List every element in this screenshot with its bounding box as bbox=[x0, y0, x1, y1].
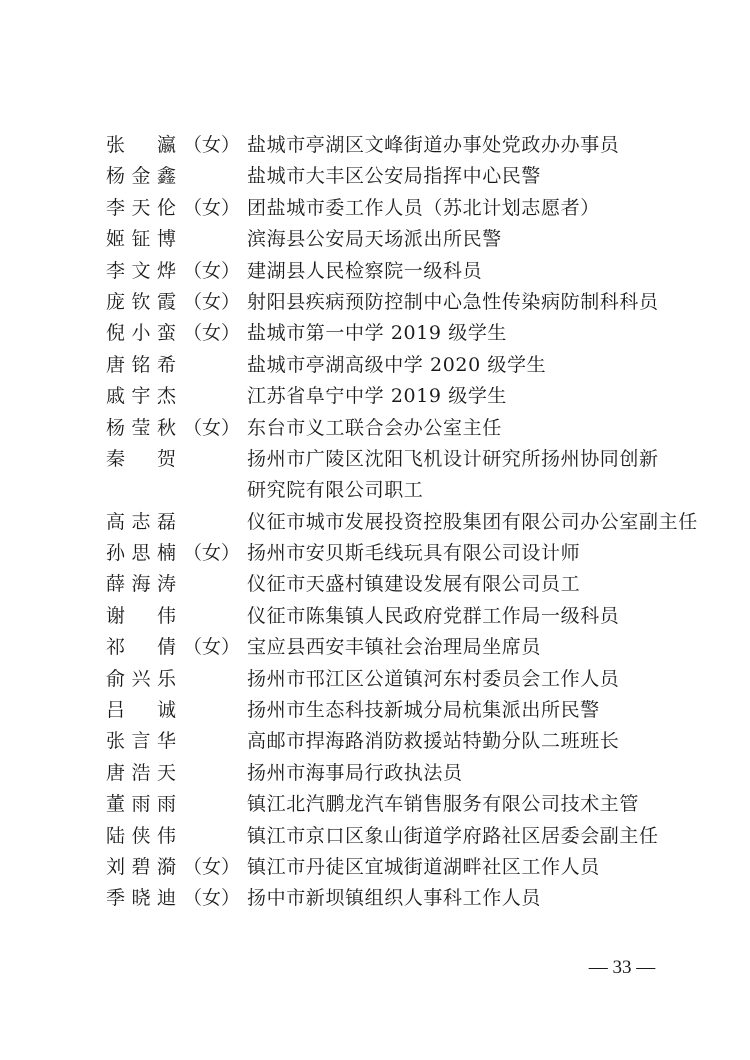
position-description bbox=[247, 318, 647, 349]
gender-note: （女） bbox=[183, 887, 241, 910]
list-item bbox=[0, 664, 750, 695]
list-item bbox=[0, 130, 750, 161]
person-name: 杨莹秋 bbox=[106, 416, 176, 439]
description-line: 扬州市生态科技新城分局杭集派出所民警 bbox=[247, 699, 600, 722]
position-description bbox=[247, 413, 647, 444]
description-line: 仪征市陈集镇人民政府党群工作局一级科员 bbox=[247, 604, 620, 627]
description-line: 仪征市天盛村镇建设发展有限公司员工 bbox=[247, 573, 581, 596]
gender-note: （女） bbox=[183, 416, 241, 439]
description-line: 团盐城市委工作人员（苏北计划志愿者） bbox=[247, 196, 600, 219]
person-name: 高志磊 bbox=[106, 510, 176, 533]
list-item bbox=[0, 350, 750, 381]
person-name: 杨金鑫 bbox=[106, 165, 176, 188]
person-name: 祁 倩 bbox=[106, 636, 176, 659]
position-description bbox=[247, 883, 647, 914]
list-item bbox=[0, 789, 750, 820]
list-item bbox=[0, 161, 750, 192]
position-description bbox=[247, 821, 659, 852]
person-name: 秦 贺 bbox=[106, 447, 176, 470]
person-name: 谢 伟 bbox=[106, 604, 176, 627]
person-name: 姬钲博 bbox=[106, 228, 176, 251]
list-item bbox=[0, 601, 750, 632]
position-description bbox=[247, 256, 647, 287]
list-item bbox=[0, 883, 750, 914]
description-line: 镇江市丹徒区宜城街道湖畔社区工作人员 bbox=[247, 855, 600, 878]
description-line: 扬州市邗江区公道镇河东村委员会工作人员 bbox=[247, 667, 620, 690]
position-description bbox=[247, 569, 647, 600]
position-description bbox=[247, 664, 647, 695]
person-name: 唐铭希 bbox=[106, 353, 176, 376]
description-line: 东台市义工联合会办公室主任 bbox=[247, 416, 502, 439]
list-item bbox=[0, 507, 750, 538]
gender-note: （女） bbox=[183, 855, 241, 878]
description-line: 扬州市海事局行政执法员 bbox=[247, 761, 463, 784]
person-name: 张 瀛 bbox=[106, 134, 176, 156]
position-description bbox=[247, 381, 647, 412]
person-name: 李文烨 bbox=[106, 259, 176, 282]
description-line: 研究院有限公司职工 bbox=[247, 479, 424, 502]
list-item bbox=[0, 381, 750, 412]
gender-note: （女） bbox=[183, 290, 241, 313]
position-description bbox=[247, 193, 647, 224]
position-description bbox=[247, 538, 647, 569]
list-item bbox=[0, 287, 750, 318]
position-description bbox=[247, 758, 647, 789]
position-description bbox=[247, 507, 698, 538]
description-line: 射阳县疾病预防控制中心急性传染病防制科科员 bbox=[247, 290, 659, 313]
person-name: 孙思楠 bbox=[106, 542, 176, 565]
gender-note: （女） bbox=[183, 636, 241, 659]
person-name: 唐浩天 bbox=[106, 761, 176, 784]
position-description bbox=[247, 632, 647, 663]
person-name: 董雨雨 bbox=[106, 793, 176, 816]
person-name: 倪小蛮 bbox=[106, 322, 176, 345]
description-line: 盐城市大丰区公安局指挥中心民警 bbox=[247, 165, 542, 188]
gender-note: （女） bbox=[183, 259, 241, 282]
position-description bbox=[247, 601, 647, 632]
list-item bbox=[0, 726, 750, 757]
person-name: 陆侠伟 bbox=[106, 824, 176, 847]
description-line: 建湖县人民检察院一级科员 bbox=[247, 259, 483, 282]
list-item bbox=[0, 695, 750, 726]
description-line: 滨海县公安局天场派出所民警 bbox=[247, 228, 502, 251]
position-description bbox=[247, 287, 659, 318]
person-name: 刘碧漪 bbox=[106, 855, 176, 878]
description-line: 宝应县西安丰镇社会治理局坐席员 bbox=[247, 636, 542, 659]
person-name: 庞钦霞 bbox=[106, 290, 176, 313]
list-item bbox=[0, 569, 750, 600]
description-line: 江苏省阜宁中学 2019 级学生 bbox=[247, 385, 508, 408]
gender-note: （女） bbox=[183, 134, 241, 156]
description-line: 高邮市捍海路消防救援站特勤分队二班班长 bbox=[247, 730, 620, 753]
list-item bbox=[0, 758, 750, 789]
list-item bbox=[0, 318, 750, 349]
description-line: 盐城市亭湖区文峰街道办事处党政办办事员 bbox=[247, 134, 620, 156]
person-name: 戚宇杰 bbox=[106, 385, 176, 408]
person-name: 俞兴乐 bbox=[106, 667, 176, 690]
description-line: 镇江北汽鹏龙汽车销售服务有限公司技术主管 bbox=[247, 793, 640, 816]
list-item bbox=[0, 821, 750, 852]
description-line: 镇江市京口区象山街道学府路社区居委会副主任 bbox=[247, 824, 659, 847]
gender-note: （女） bbox=[183, 542, 241, 565]
list-item bbox=[0, 256, 750, 287]
description-line: 盐城市第一中学 2019 级学生 bbox=[247, 322, 508, 345]
position-description bbox=[247, 130, 647, 161]
list-item bbox=[0, 224, 750, 255]
position-description bbox=[247, 350, 647, 381]
description-line: 扬州市广陵区沈阳飞机设计研究所扬州协同创新 bbox=[247, 447, 659, 470]
list-item bbox=[0, 413, 750, 444]
position-description bbox=[247, 789, 647, 820]
list-item bbox=[0, 632, 750, 663]
position-description bbox=[247, 852, 647, 883]
description-line: 扬州市安贝斯毛线玩具有限公司设计师 bbox=[247, 542, 581, 565]
description-line: 扬中市新坝镇组织人事科工作人员 bbox=[247, 887, 542, 910]
person-name: 张言华 bbox=[106, 730, 176, 753]
list-item bbox=[0, 444, 750, 507]
gender-note: （女） bbox=[183, 322, 241, 345]
description-line: 盐城市亭湖高级中学 2020 级学生 bbox=[247, 353, 547, 376]
list-item bbox=[0, 193, 750, 224]
person-name: 李天伦 bbox=[106, 196, 176, 219]
person-name: 薛海涛 bbox=[106, 573, 176, 596]
person-name: 季晓迪 bbox=[106, 887, 176, 910]
page-number: — 33 — bbox=[588, 957, 656, 978]
position-description bbox=[247, 161, 647, 192]
list-item bbox=[0, 538, 750, 569]
position-description bbox=[247, 224, 647, 255]
position-description bbox=[247, 726, 647, 757]
position-description bbox=[247, 444, 659, 507]
description-line: 仪征市城市发展投资控股集团有限公司办公室副主任 bbox=[247, 510, 698, 533]
position-description bbox=[247, 695, 647, 726]
name-list bbox=[0, 130, 750, 915]
gender-note: （女） bbox=[183, 196, 241, 219]
person-name: 吕 诚 bbox=[106, 699, 176, 722]
list-item bbox=[0, 852, 750, 883]
